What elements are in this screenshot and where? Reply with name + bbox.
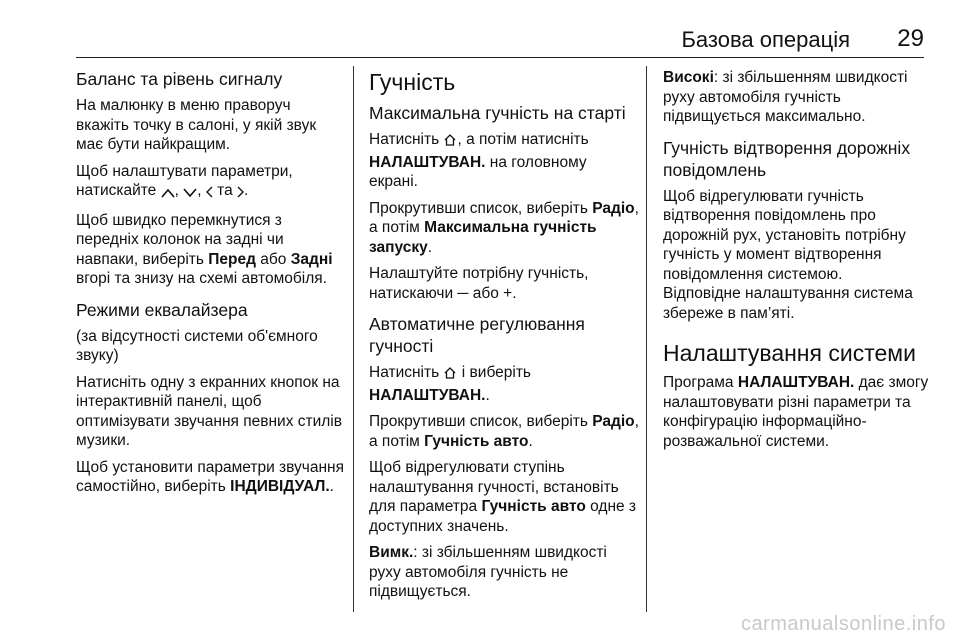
column-divider bbox=[353, 66, 354, 612]
chevron-up-icon bbox=[161, 184, 175, 204]
column-divider bbox=[646, 66, 647, 612]
chevron-down-icon bbox=[183, 184, 197, 204]
column-left bbox=[76, 68, 346, 504]
home-icon bbox=[443, 133, 457, 153]
column-right bbox=[663, 68, 933, 458]
paragraph: Натисніть одну з екранних кнопок на інтерактивній панелі, щоб оптимізувати звучання певних стилів музики. bbox=[76, 373, 342, 449]
paragraph: Натисніть , а потім натисніть НАЛАШТУВАН. на головному екрані. bbox=[369, 131, 589, 190]
section-heading-traffic-volume: Гучність відтворення дорожніх повідомлень bbox=[663, 137, 911, 180]
paragraph: Налаштуйте потрібну гучність, натискаючи ─ або +. bbox=[369, 265, 589, 302]
page-number: 29 bbox=[897, 25, 924, 52]
section-heading-equalizer: Режими еквалайзера bbox=[76, 299, 248, 320]
paragraph: Щоб налаштувати параметри, натискайте , , та . bbox=[76, 162, 346, 204]
paragraph: Вимк.: зі збільшенням швидкості руху автомобіля гучність не підвищується. bbox=[369, 544, 607, 600]
paragraph: Високі: зі збільшенням швидкості руху автомобіля гучність підвищується максимально. bbox=[663, 69, 908, 125]
column-middle bbox=[369, 68, 639, 609]
section-heading-balance: Баланс та рівень сигналу bbox=[76, 69, 283, 89]
page-header bbox=[0, 0, 960, 60]
paragraph: Натисніть і виберіть НАЛАШТУВАН.. bbox=[369, 364, 532, 404]
paragraph: Програма НАЛАШТУВАН. дає змогу налаштовувати різні параметри та конфігурацію інформаційно-розважальної системи. bbox=[663, 374, 929, 450]
section-heading-system-settings: Налаштування системи bbox=[663, 340, 916, 366]
chevron-right-icon bbox=[237, 184, 244, 204]
paragraph: Щоб відрегулювати гучність відтворення повідомлень про дорожній рух, установіть потрібну гучність у момент відтворення повідомлення системою. bbox=[663, 187, 906, 283]
paragraph: На малюнку в меню праворуч вкажіть точку в салоні, у якій звук має бути найкращим. bbox=[76, 97, 317, 153]
paragraph: Прокрутивши список, виберіть Радіо, а потім Гучність авто. bbox=[369, 413, 639, 450]
minus-icon: ─ bbox=[457, 284, 469, 302]
header-title: Базова операція bbox=[681, 27, 850, 52]
section-heading-max-volume: Максимальна гучність на старті bbox=[369, 103, 626, 123]
plus-icon: + bbox=[503, 284, 513, 302]
section-heading-auto-volume: Автоматичне регулювання гучності bbox=[369, 314, 585, 356]
chevron-left-icon bbox=[206, 184, 213, 204]
watermark: carmanualsonline.info bbox=[740, 613, 946, 635]
paragraph: Щоб установити параметри звучання самостійно, виберіть ІНДИВІДУАЛ.. bbox=[76, 458, 345, 495]
paragraph: Відповідне налаштування система збереже в пам’яті. bbox=[663, 285, 913, 322]
paragraph: (за відсутності системи об'ємного звуку) bbox=[76, 327, 318, 364]
header-rule bbox=[76, 57, 924, 58]
paragraph: Щоб швидко перемкнутися з передніх колонок на задні чи навпаки, виберіть Перед або Задні вгорі та знизу на схемі автомобіля. bbox=[76, 211, 333, 287]
home-icon bbox=[443, 366, 457, 386]
paragraph: Прокрутивши список, виберіть Радіо, а потім Максимальна гучність запуску. bbox=[369, 199, 639, 256]
paragraph: Щоб відрегулювати ступінь налаштування гучності, встановіть для параметра Гучність авто одне з доступних значень. bbox=[369, 459, 637, 535]
section-heading-volume: Гучність bbox=[369, 69, 456, 95]
